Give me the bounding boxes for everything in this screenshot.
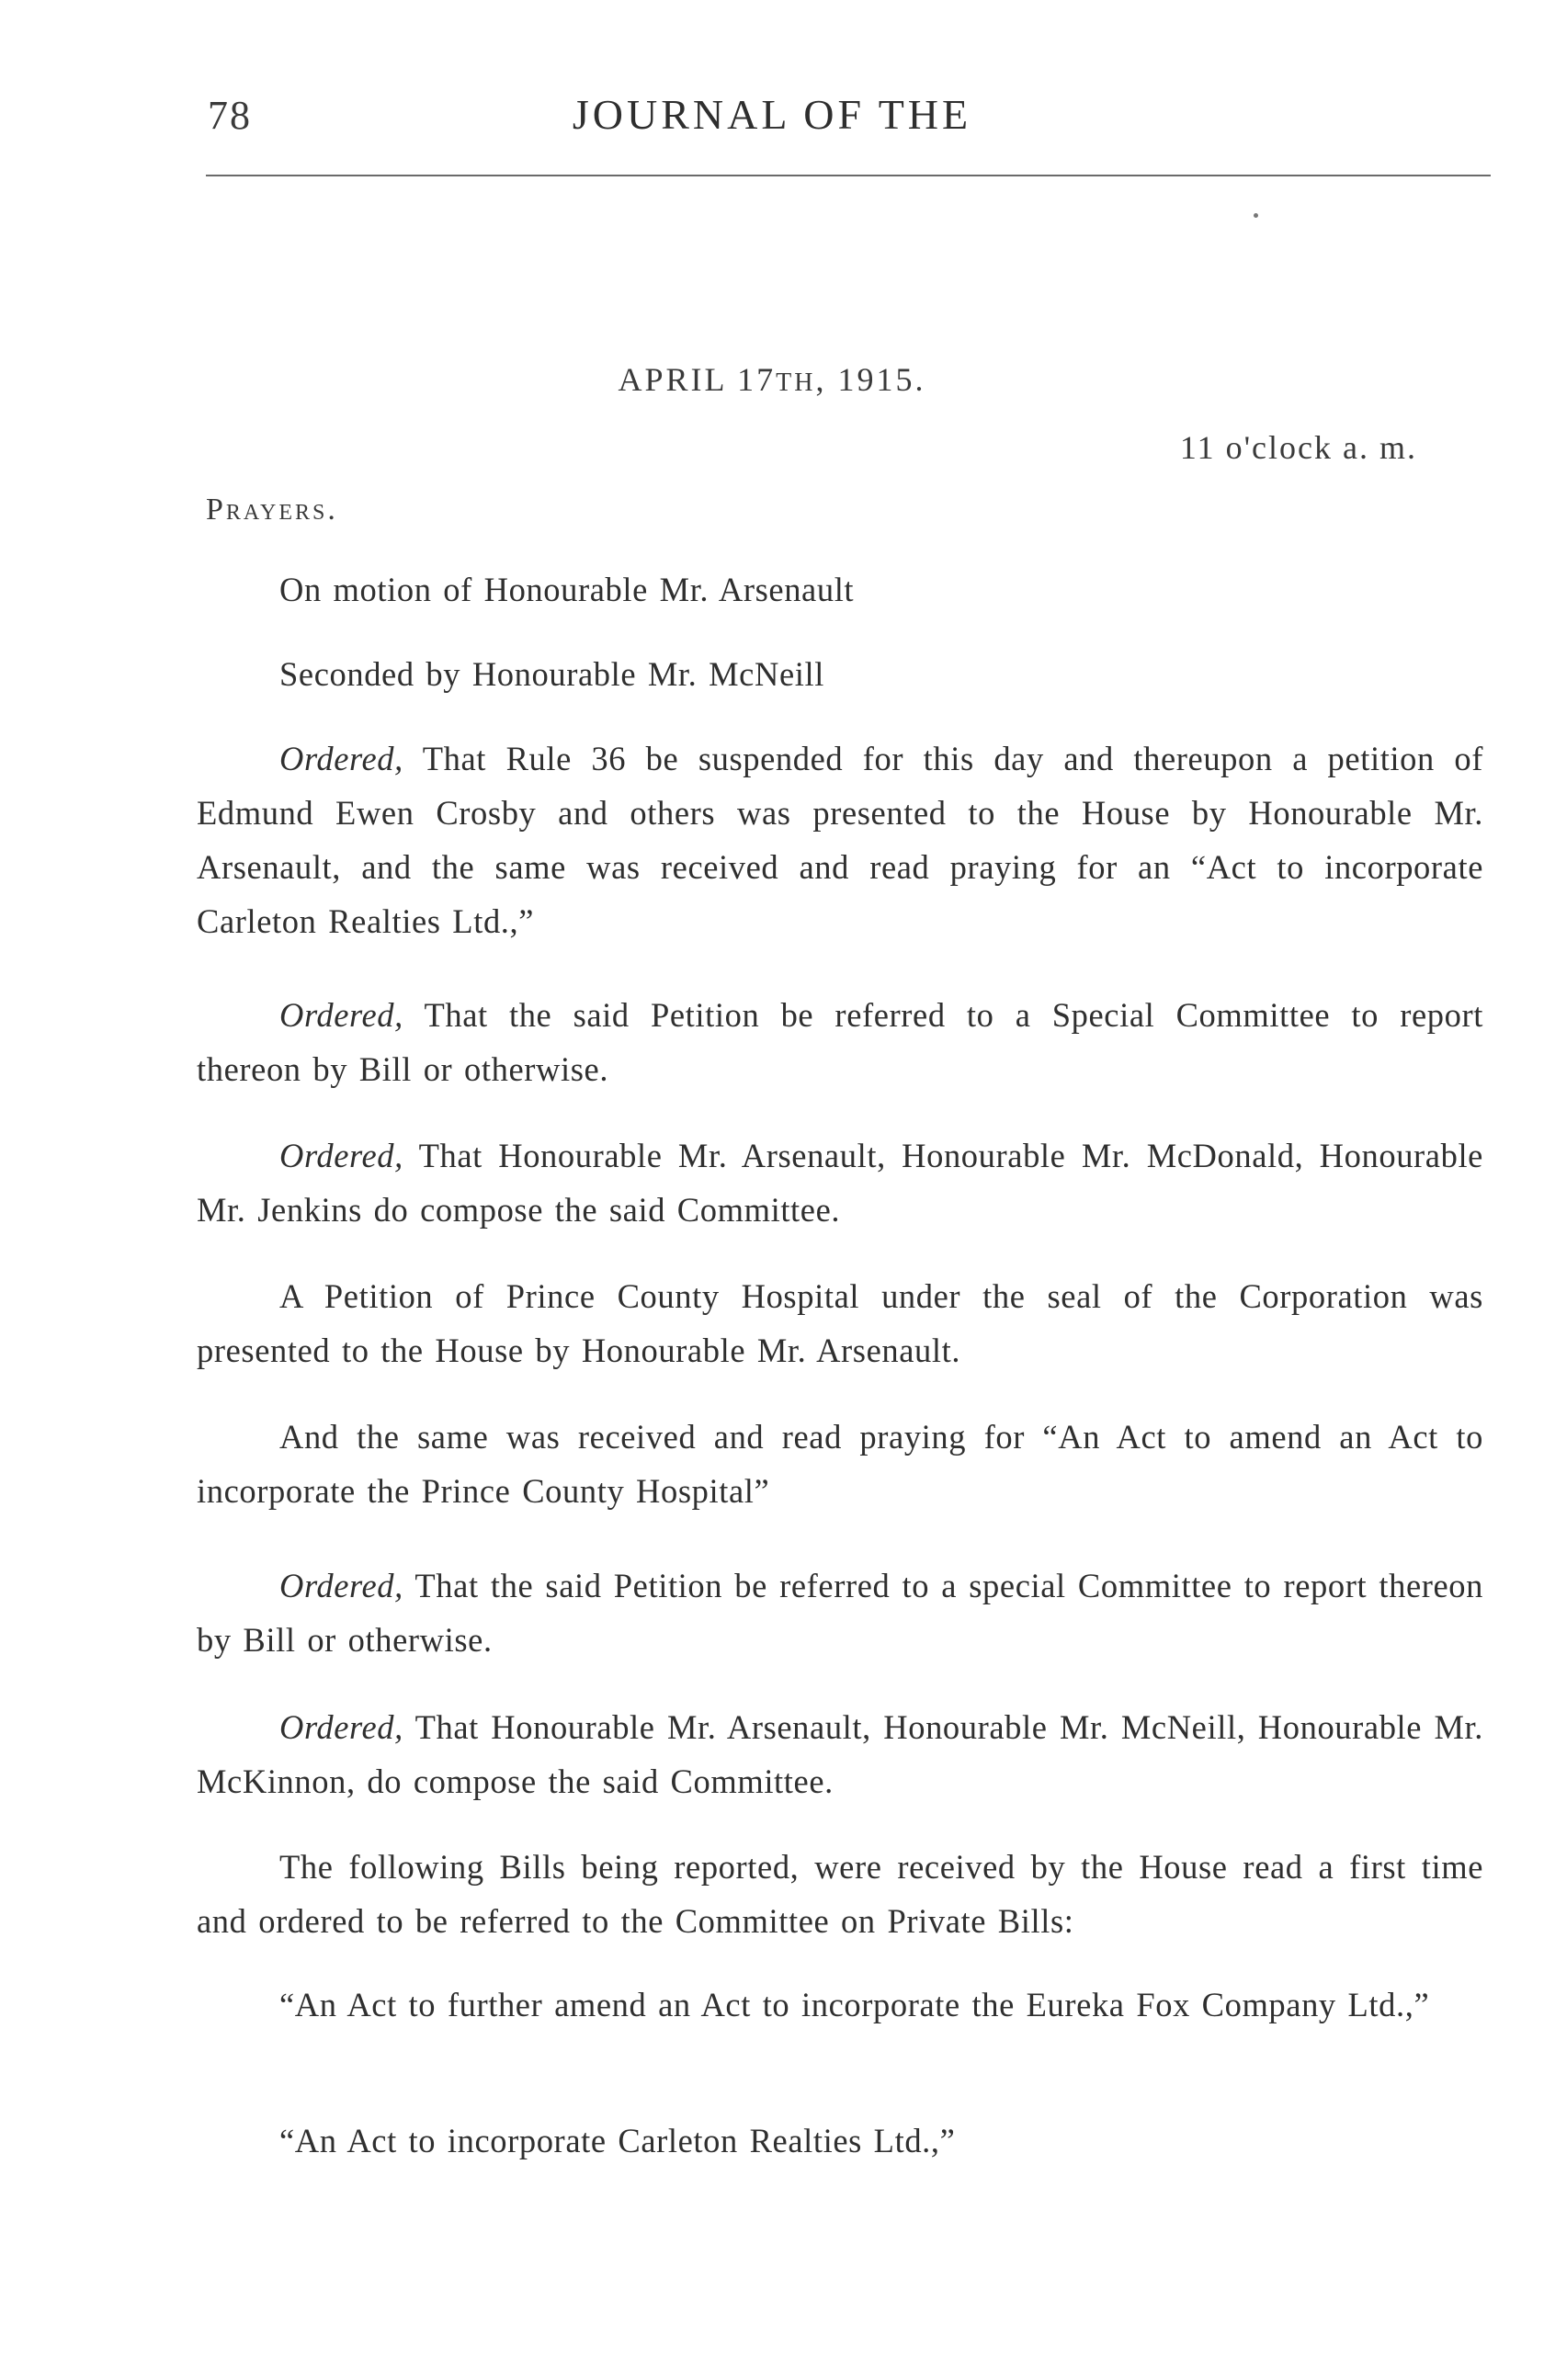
date-main: APRIL 17 bbox=[618, 361, 777, 398]
bill-carleton-realties bbox=[197, 2114, 1483, 2168]
paragraph-committee-members bbox=[197, 1128, 1483, 1237]
paragraph-text: That Rule 36 be suspended for this day and thereupon a petition of Edmund Ewen Crosby and others was presented to the House by Honourable Mr. Arsenault, and the same was received and read praying for an “Act to incorporate Carleton Realties Ltd.,” bbox=[197, 740, 1483, 940]
bill-title: “An Act to further amend an Act to incorporate the Eureka Fox Company Ltd.,” bbox=[279, 1986, 1430, 2023]
paragraph-text: That Honourable Mr. Arsenault, Honourable Mr. McDonald, Honourable Mr. Jenkins do compose the said Committee. bbox=[197, 1137, 1483, 1229]
session-time: 11 o'clock a. m. bbox=[1179, 429, 1417, 466]
date-suffix: TH bbox=[776, 368, 816, 397]
paragraph-text: A Petition of Prince County Hospital under the seal of the Corporation was presented to the House by Honourable Mr. Arsenault. bbox=[197, 1277, 1483, 1369]
paragraph-bills-reported bbox=[197, 1840, 1483, 1948]
paragraph-text: And the same was received and read praying for “An Act to amend an Act to incorporate the Prince County Hospital” bbox=[197, 1418, 1483, 1510]
paragraph-text: That the said Petition be referred to a special Committee to report thereon by Bill or otherwise. bbox=[197, 1567, 1484, 1659]
session-date bbox=[0, 360, 1544, 399]
paragraph-committee-members-2 bbox=[197, 1700, 1483, 1808]
seconded-line: Seconded by Honourable Mr. McNeill bbox=[279, 655, 824, 693]
paragraph-text: That Honourable Mr. Arsenault, Honourable Mr. McNeill, Honourable Mr. McKinnon, do compose the said Committee. bbox=[197, 1708, 1483, 1800]
prayers-heading: Prayers. bbox=[206, 493, 338, 527]
paragraph-refer-special-committee bbox=[197, 988, 1483, 1096]
ordered-label: Ordered, bbox=[279, 996, 403, 1034]
paragraph-refer-committee-2 bbox=[197, 1558, 1483, 1667]
ordered-label: Ordered, bbox=[279, 1708, 403, 1746]
paragraph-hospital-praying bbox=[197, 1410, 1483, 1518]
header-rule bbox=[206, 175, 1491, 176]
running-title: JOURNAL OF THE bbox=[572, 91, 972, 138]
bill-title: “An Act to incorporate Carleton Realties Ltd.,” bbox=[279, 2122, 956, 2159]
ordered-label: Ordered, bbox=[279, 740, 403, 777]
paragraph-rule-suspended bbox=[197, 731, 1483, 948]
ordered-label: Ordered, bbox=[279, 1137, 403, 1174]
page-number: 78 bbox=[208, 93, 252, 138]
bill-eureka-fox bbox=[197, 1978, 1483, 2032]
date-year: , 1915. bbox=[815, 361, 926, 398]
paragraph-text: The following Bills being reported, were received by the House read a first time and ordered to be referred to the Committee on Private Bills: bbox=[197, 1848, 1483, 1940]
motion-line: On motion of Honourable Mr. Arsenault bbox=[279, 571, 855, 608]
print-speck bbox=[1254, 213, 1258, 218]
paragraph-hospital-petition bbox=[197, 1269, 1483, 1377]
paragraph-text: That the said Petition be referred to a Special Committee to report thereon by Bill or otherwise. bbox=[197, 996, 1483, 1088]
ordered-label: Ordered, bbox=[279, 1567, 403, 1604]
